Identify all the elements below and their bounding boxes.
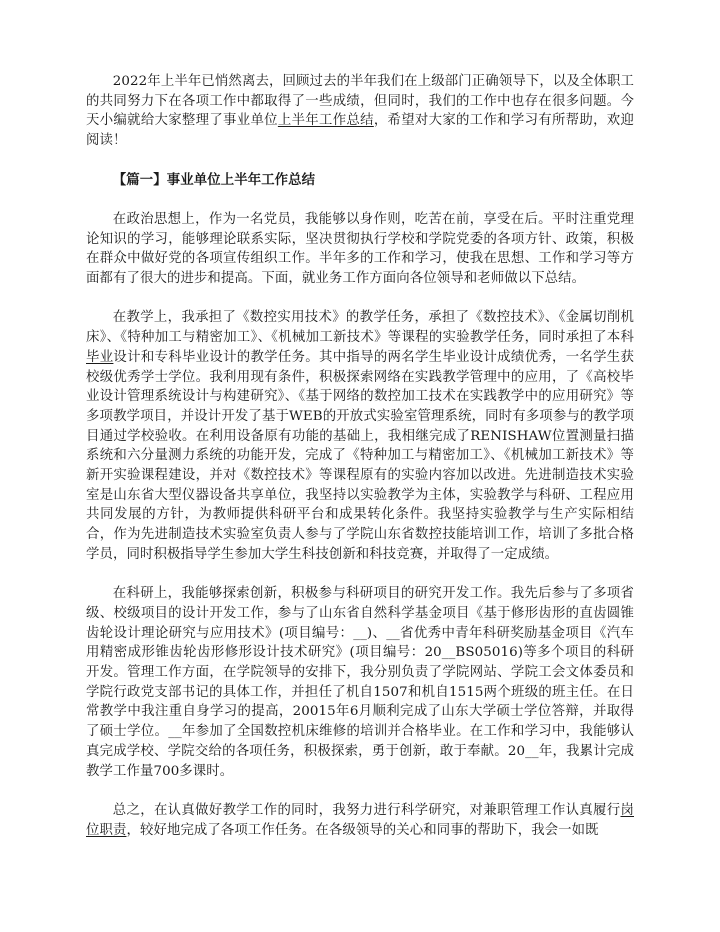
work-summary-link[interactable]: 上半年工作总结 [277,113,374,129]
politics-paragraph: 在政治思想上，作为一名党员，我能够以身作则，吃苦在前，享受在后。平时注重党理论知识的学习，能够理论联系实际，坚决贯彻执行学校和学院党委的各项方针、政策，积极在群众中做好党的各项宣传组织工作。半年多的工作和学习，使我在思想、工作和学习等方面都有了很大的进步和提高。下面，就业务工作方面向各位领导和老师做以下总结。 [86,211,634,286]
summary-text-part1: 总之，在认真做好教学工作的同时，我努力进行科学研究，对兼职管理工作认真履行 [112,802,621,818]
intro-paragraph [86,72,634,151]
teaching-text-part2: 设计和专科毕业设计的教学任务。其中指导的两名学生毕业设计成绩优秀，一名学生获校级优秀学士学位。我利用现有条件，积极探索网络在实践教学管理中的应用，了《高校毕业设计管理系统设计与构建研究》、《基于网络的数控加工技术在实践教学中的应用研究》等多项教学项目，并设计开发了基于WEB的开放式实验室管理系统，同时有多项参与的教学项目通过学校验收。在利用设备原有功能的基础上，我相继完成了RENISHAW位置测量扫描系统和六分量测力系统的功能开发，完成了《特种加工与精密加工》、《机械加工新技术》等新开实验课程建设，并对《数控技术》等课程原有的实验内容加以改进。先进制造技术实验室是山东省大型仪器设备共享单位，我坚持以实验教学为主体，实验教学与科研、工程应用共同发展的方针，为教师提供科研平台和成果转化条件。我坚持实验教学与生产实际相结合，作为先进制造技术实验室负责人参与了学院山东省数控技能培训工作，培训了多批合格学员，同时积极指导学生参加大学生科技创新和科技竞赛，并取得了一定成绩。 [86,349,635,562]
teaching-paragraph [86,308,634,564]
document-page [86,72,634,840]
intro-text-part2: ，希望对大家的工作和学习有所帮助，欢迎阅读！ [86,113,634,149]
summary-paragraph [86,801,634,840]
section-heading: 【篇一】事业单位上半年工作总结 [112,171,316,188]
summary-text-part2: ，较好地完成了各项工作任务。在各级领导的关心和同事的帮助下，我会一如既 [126,822,599,838]
teaching-text-part1: 在教学上，我承担了《数控实用技术》的教学任务，承担了《数控技术》、《金属切削机床》、《特种加工与精密加工》、《机械加工新技术》等课程的实验教学任务，同时承担了本科 [86,310,634,346]
job-duties-link[interactable]: 岗位职责 [86,802,634,838]
graduation-link[interactable]: 毕业 [86,349,114,365]
research-paragraph: 在科研上，我能够探索创新，积极参与科研项目的研究开发工作。我先后参与了多项省级、校级项目的设计开发工作，参与了山东省自然科学基金项目《基于修形齿形的直齿圆锥齿轮设计理论研究与应用技术》(项目编号：__)、__省优秀中青年科研奖励基金项目《汽车用精密成形锥齿轮齿形修形设计技术研究》(项目编号：20__BS05016)等多个项目的科研开发。管理工作方面，在学院领导的安排下，我分别负责了学院网站、学院工会文体委员和学院行政党支部书记的具体工作，并担任了机自1507和机自1515两个班级的班主任。在日常教学中我注重自身学习的提高，20015年6月顺利完成了山东大学硕士学位答辩，并取得了硕士学位。__年参加了全国数控机床维修的培训并合格毕业。在工作和学习中，我能够认真完成学校、学院交给的各项任务，积极探索，勇于创新，敢于奉献。20__年，我累计完成教学工作量700多课时。 [86,586,634,779]
intro-text-part1: 2022年上半年已悄然离去，回顾过去的半年我们在上级部门正确领导下，以及全体职工的共同努力下在各项工作中都取得了一些成绩，但同时，我们的工作中也存在很多问题。今天小编就给大家整理了事业单位 [86,74,634,129]
